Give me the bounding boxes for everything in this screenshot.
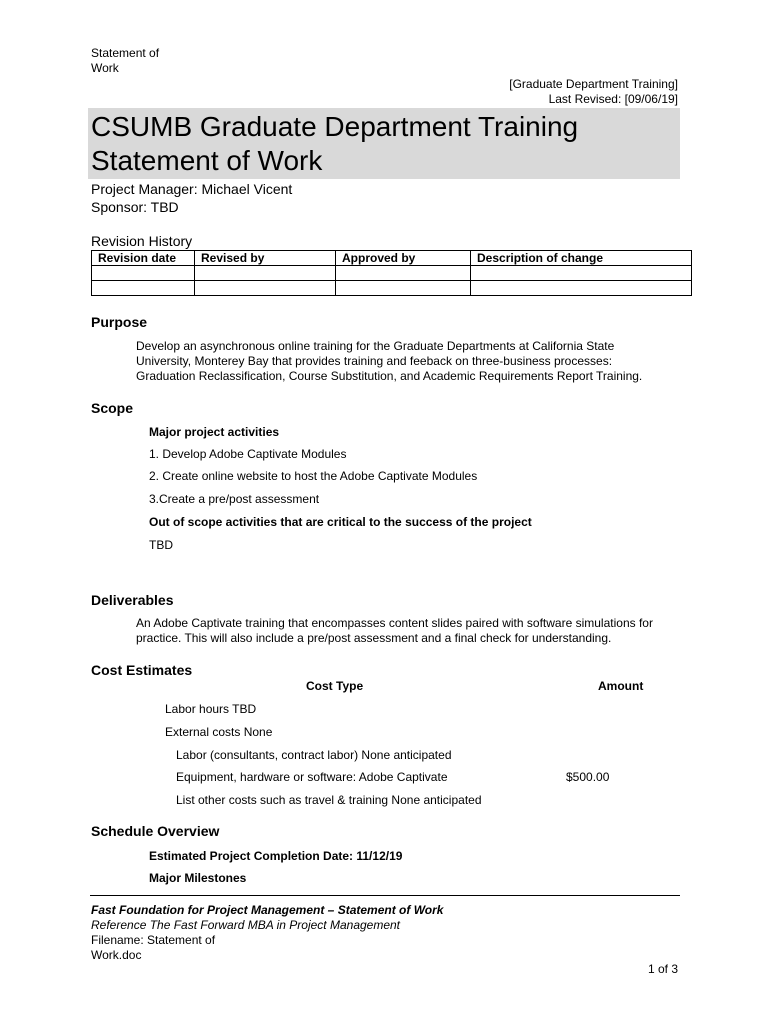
- list-item: 1. Develop Adobe Captivate Modules: [149, 447, 347, 461]
- footer-reference: Reference The Fast Forward MBA in Project Management: [91, 918, 401, 932]
- completion-date: Estimated Project Completion Date: 11/12/19: [149, 849, 403, 863]
- col-description: Description of change: [471, 251, 692, 266]
- out-of-scope-value: TBD: [149, 538, 173, 552]
- table-row: [92, 281, 692, 296]
- footer: [91, 903, 491, 963]
- header-left-line2: Work: [91, 61, 119, 75]
- col-revised-by: Revised by: [195, 251, 336, 266]
- amount-header: Amount: [598, 679, 644, 693]
- project-meta: [91, 180, 292, 216]
- deliverables-line2: practice. This will also include a pre/post assessment and a final check for understanding.: [136, 631, 612, 645]
- cost-estimates-heading: Cost Estimates: [91, 662, 193, 678]
- col-revision-date: Revision date: [92, 251, 195, 266]
- purpose-line1: Develop an asynchronous online training for the Graduate Departments at California State: [136, 339, 615, 353]
- schedule-heading: Schedule Overview: [91, 823, 220, 839]
- deliverables-text: [136, 616, 696, 646]
- footer-filename-1: Filename: Statement of: [91, 933, 216, 947]
- page-title: [91, 110, 671, 178]
- external-costs: External costs None: [165, 725, 273, 739]
- major-activities-label: Major project activities: [149, 425, 280, 439]
- revision-history-table: [91, 250, 692, 296]
- out-of-scope-label: Out of scope activities that are critical to the success of the project: [149, 515, 532, 529]
- purpose-line2: University, Monterey Bay that provides training and feeback on three-business processes:: [136, 354, 613, 368]
- header-left: [91, 46, 181, 76]
- revision-history-label: Revision History: [91, 233, 193, 249]
- labor-consultants: Labor (consultants, contract labor) None anticipated: [176, 748, 452, 762]
- header-left-line1: Statement of: [91, 46, 160, 60]
- title-box: [88, 108, 680, 179]
- purpose-line3: Graduation Reclassification, Course Substitution, and Academic Requirements Report Training.: [136, 369, 643, 383]
- deliverables-line1: An Adobe Captivate training that encompasses content slides paired with software simulations for: [136, 616, 653, 630]
- equipment-amount: $500.00: [566, 770, 610, 784]
- list-item: 2. Create online website to host the Adobe Captivate Modules: [149, 469, 478, 483]
- table-header-row: [92, 251, 692, 266]
- scope-heading: Scope: [91, 400, 134, 416]
- project-manager: Project Manager: Michael Vicent: [91, 181, 293, 197]
- purpose-heading: Purpose: [91, 314, 148, 330]
- cost-type-header: Cost Type: [306, 679, 364, 693]
- title-line1: CSUMB Graduate Department Training: [91, 111, 579, 142]
- list-item: 3.Create a pre/post assessment: [149, 492, 320, 506]
- purpose-text: [136, 339, 696, 384]
- footer-title: Fast Foundation for Project Management – Statement of Work: [91, 903, 444, 917]
- header-right: [509, 77, 678, 107]
- labor-hours: Labor hours TBD: [165, 702, 257, 716]
- major-milestones-label: Major Milestones: [149, 871, 247, 885]
- deliverables-heading: Deliverables: [91, 592, 174, 608]
- equipment-cost: Equipment, hardware or software: Adobe Captivate: [176, 770, 448, 784]
- footer-divider: [90, 895, 680, 896]
- table-row: [92, 266, 692, 281]
- page-number: 1 of 3: [647, 962, 678, 976]
- sponsor: Sponsor: TBD: [91, 199, 179, 215]
- header-last-revised: Last Revised: [09/06/19]: [548, 92, 678, 106]
- col-approved-by: Approved by: [336, 251, 471, 266]
- footer-filename-2: Work.doc: [91, 948, 142, 962]
- title-line2: Statement of Work: [91, 145, 323, 176]
- header-doc-name: [Graduate Department Training]: [509, 77, 678, 91]
- other-costs: List other costs such as travel & training None anticipated: [176, 793, 482, 807]
